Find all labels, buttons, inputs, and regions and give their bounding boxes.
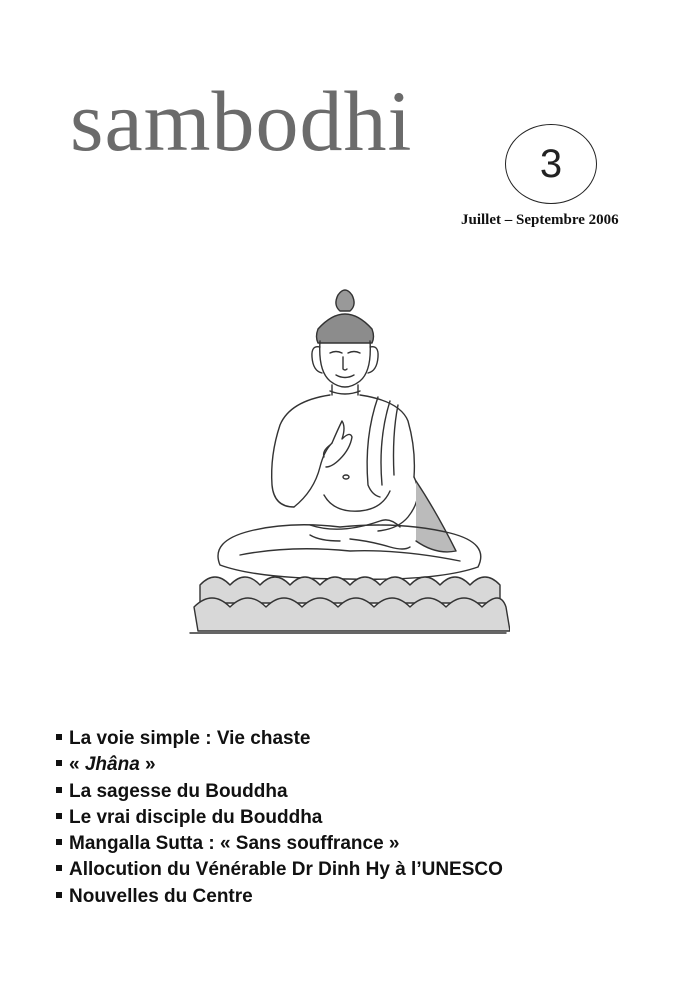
bullet-icon [56, 734, 62, 740]
list-item: La voie simple : Vie chaste [56, 726, 503, 752]
bullet-icon [56, 865, 62, 871]
list-item: « Jhâna » [56, 752, 503, 778]
list-item: Nouvelles du Centre [56, 884, 503, 910]
bullet-icon [56, 813, 62, 819]
list-item: Le vrai disciple du Bouddha [56, 805, 503, 831]
bullet-icon [56, 787, 62, 793]
bullet-icon [56, 839, 62, 845]
issue-number: 3 [539, 141, 563, 186]
bullet-icon [56, 892, 62, 898]
issue-number-badge [505, 124, 597, 204]
magazine-title: sambodhi [70, 73, 413, 169]
list-item: Allocution du Vénérable Dr Dinh Hy à l’UNESCO [56, 857, 503, 883]
list-item: La sagesse du Bouddha [56, 779, 503, 805]
buddha-seated-on-lotus-icon [180, 285, 510, 645]
list-item: Mangalla Sutta : « Sans souffrance » [56, 831, 503, 857]
bullet-icon [56, 760, 62, 766]
issue-date: Juillet – Septembre 2006 [461, 212, 619, 228]
table-of-contents [56, 726, 503, 910]
